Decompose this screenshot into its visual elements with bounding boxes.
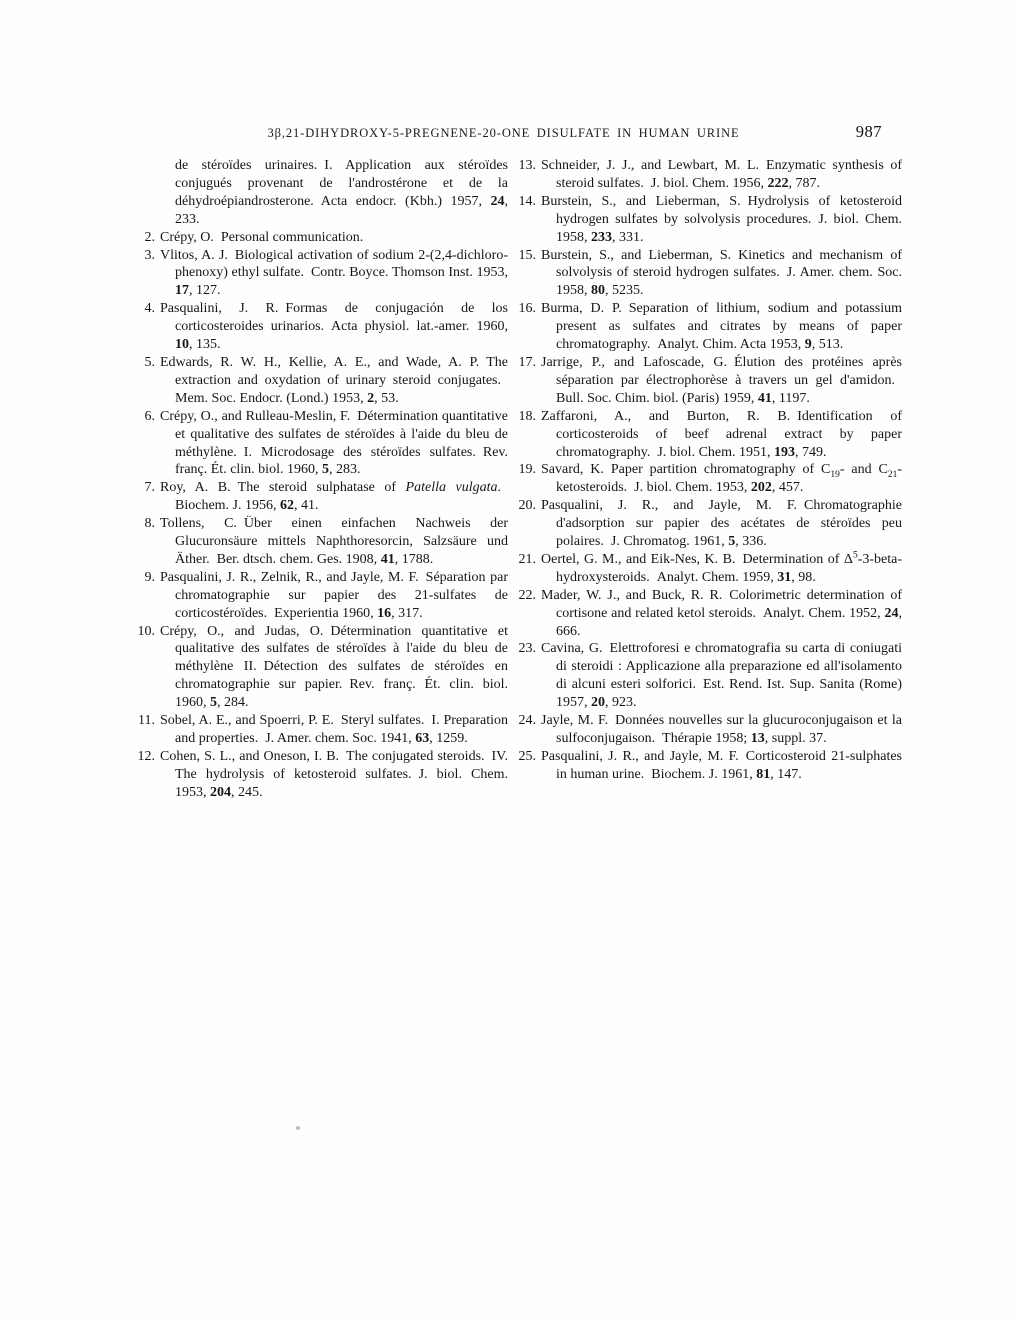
reference-item — [512, 551, 902, 587]
reference-text: , 457. — [771, 480, 804, 496]
reference-item — [512, 354, 902, 408]
reference-number: 2. — [144, 229, 155, 245]
reference-number: 11. — [138, 713, 155, 729]
reference-text: Roy, A. B. The steroid sulphatase of — [160, 480, 406, 496]
reference-text: 202 — [750, 480, 772, 496]
reference-number: 22. — [518, 587, 536, 603]
reference-text: , 1259. — [429, 731, 468, 746]
reference-text: Cohen, S. L., and Oneson, I. B. The conjugated steroids. IV. The hydrolysis of ketosteroid sulfates. J. biol. Chem. 1953, — [160, 748, 508, 800]
reference-text: , 233. — [175, 193, 508, 227]
reference-text: Oertel, G. M., and Eik-Nes, K. B. Determination of Δ — [541, 551, 853, 567]
reference-text: . Biochem. J. 1956, — [175, 480, 508, 514]
reference-number: 17. — [518, 354, 536, 370]
reference-text: , 41. — [294, 498, 319, 514]
page-number: 987 — [855, 122, 882, 141]
reference-text: Tollens, C. Über einen einfachen Nachweis der Glucuronsäure mittels Naphthoresorcin, Salzsäure und Äther. Ber. dtsch. chem. Ges. 1908, — [160, 516, 508, 567]
reference-text: Vlitos, A. J. Biological activation of sodium 2-(2,4-dichloro-phenoxy) ethyl sulfate. Contr. Boyce. Thomson Inst. 1953, — [160, 247, 508, 281]
reference-text: , suppl. 37. — [764, 731, 827, 746]
reference-number: 6. — [144, 408, 155, 424]
reference-item — [131, 748, 508, 802]
reference-text: Pasqualini, J. R., Zelnik, R., and Jayle, M. F. Séparation par chromatographie sur papier des 21-sulfates de corticostéroïdes. Experientia 1960, — [160, 569, 508, 621]
reference-item — [131, 479, 508, 515]
reference-item — [512, 461, 902, 497]
reference-text: , 749. — [795, 444, 827, 460]
reference-item — [512, 497, 902, 551]
reference-text: , 245. — [231, 784, 263, 800]
reference-number: 19. — [518, 462, 536, 478]
reference-text: , 135. — [189, 337, 221, 353]
reference-text: 9 — [804, 337, 812, 353]
reference-item — [131, 354, 508, 408]
reference-text: 5 — [210, 695, 217, 711]
reference-text: Cavina, G. Elettroforesi e chromatografia su carta di coniugati di steroidi : Applicazione alla preparazione ed all'isolamento di alcuni esteri solforici. Est. Rend. Ist. Sup. Sanita (Rome) 1957, — [541, 641, 902, 711]
reference-text: Jarrige, P., and Lafoscade, G. Élution des protéines après séparation par électrophorèse à travers un gel d'amidon. Bull. Soc. Chim. biol. (Paris) 1959, — [541, 354, 902, 406]
reference-item — [512, 408, 902, 462]
reference-text: 62 — [280, 498, 294, 514]
reference-text: 5 — [728, 534, 736, 550]
reference-number: 25. — [518, 748, 536, 764]
reference-number: 8. — [144, 516, 155, 532]
reference-number: 14. — [518, 193, 536, 209]
reference-number: 13. — [518, 158, 536, 173]
reference-item — [512, 157, 902, 193]
reference-text: , 284. — [217, 695, 249, 711]
reference-text: Schneider, J. J., and Lewbart, M. L. Enzymatic synthesis of steroid sulfates. J. biol. Chem. 1956, — [541, 158, 902, 191]
reference-text: 193 — [774, 444, 796, 460]
reference-text: 21 — [887, 470, 898, 481]
reference-number: 12. — [137, 748, 155, 764]
reference-text: Crépy, O., and Rulleau-Meslin, F. Détermination quantitative et qualitative des sulfates de stéroïdes à l'aide du bleu de méthylène. I. Microdosage des stéroïdes sulfates. Rev. franç. Ét. clin. biol. 1960, — [160, 408, 508, 478]
reference-item — [512, 193, 902, 247]
reference-text: 41 — [757, 390, 772, 406]
reference-text: Burstein, S., and Lieberman, S. Hydrolysis of ketosteroid hydrogen sulfates by solvolysis procedures. J. biol. Chem. 1958, — [541, 193, 902, 245]
reference-text: , 5235. — [605, 283, 644, 299]
reference-text: , 513. — [811, 337, 844, 353]
reference-text: 17 — [175, 283, 189, 299]
reference-number: 7. — [144, 480, 155, 496]
reference-text: Jayle, M. F. Données nouvelles sur la glucuroconjugaison et la sulfoconjugaison. Thérapie 1958; — [541, 713, 902, 746]
reference-text: Crépy, O. Personal communication. — [160, 229, 364, 245]
reference-text: , 98. — [791, 569, 816, 585]
reference-text: 5 — [852, 550, 858, 561]
reference-item — [131, 623, 508, 713]
reference-text: - and C — [839, 462, 888, 478]
reference-text: 81 — [756, 766, 771, 782]
reference-item — [131, 408, 508, 480]
reference-text: Patella vulgata — [405, 480, 498, 496]
reference-text: , 666. — [556, 605, 902, 639]
reference-text: 19 — [830, 470, 840, 481]
reference-text: , 331. — [612, 229, 644, 245]
reference-item — [512, 640, 902, 712]
reference-text: , 787. — [788, 175, 821, 191]
reference-text: 10 — [175, 337, 189, 353]
references-column-right — [512, 157, 902, 802]
reference-text: 80 — [591, 283, 605, 299]
reference-number: 10. — [137, 623, 155, 639]
reference-text: Pasqualini, J. R., and Jayle, M. F. Corticosteroid 21-sulphates in human urine. Biochem. J. 1961, — [541, 748, 902, 782]
reference-text: , 147. — [770, 766, 802, 782]
reference-number: 23. — [518, 641, 536, 657]
reference-text: Burma, D. P. Separation of lithium, sodium and potassium present as sulfates and citrates by means of paper chromatography. Analyt. Chim. Acta 1953, — [541, 301, 902, 353]
reference-text: , 53. — [374, 390, 399, 406]
page-header — [131, 122, 902, 150]
reference-text: Mader, W. J., and Buck, R. R. Colorimetric determination of cortisone and related ketol steroids. Analyt. Chem. 1952, — [541, 587, 902, 621]
reference-text: , 1197. — [771, 390, 810, 406]
reference-text: de stéroïdes urinaires. I. Application aux stéroïdes conjugués provenant de l'androstérone et de la déhydroépiandrosterone. Acta endocr. (Kbh.) 1957, — [175, 158, 508, 209]
reference-number: 18. — [518, 408, 536, 424]
reference-text: 63 — [415, 731, 430, 746]
reference-number: 9. — [144, 569, 155, 585]
reference-text: 2 — [367, 390, 375, 406]
reference-item — [131, 229, 508, 247]
reference-text: , 317. — [391, 605, 423, 621]
reference-number: 16. — [518, 301, 536, 317]
reference-text: Sobel, A. E., and Spoerri, P. E. Steryl sulfates. I. Preparation and properties. J. Amer. chem. Soc. 1941, — [160, 713, 508, 746]
reference-text: -3-beta-hydroxysteroids. Analyt. Chem. 1959, — [556, 551, 902, 585]
reference-text: Crépy, O., and Judas, O. Détermination quantitative et qualitative des sulfates de stéroïdes à l'aide du bleu de méthylène II. Détection des sulfates de stéroïdes en chromatographie sur papier. Rev. franç. Ét. clin. biol. 1960, — [160, 623, 508, 711]
reference-text: 24 — [490, 193, 505, 209]
references-column-left — [131, 157, 508, 802]
reference-item — [131, 247, 508, 301]
scan-artifact-speck — [296, 1126, 300, 1130]
reference-text: 5 — [321, 462, 329, 478]
reference-text: 222 — [767, 175, 789, 191]
reference-text: , 127. — [189, 283, 221, 299]
reference-item — [512, 748, 902, 784]
reference-item — [131, 515, 508, 569]
reference-text: 41 — [380, 551, 395, 567]
reference-number: 4. — [144, 301, 155, 317]
reference-number: 21. — [518, 551, 536, 567]
reference-text: 233 — [591, 229, 612, 245]
reference-item — [512, 247, 902, 301]
reference-item — [131, 157, 508, 229]
running-head-title: 3β,21-DIHYDROXY-5-PREGNENE-20-ONE DISULFATE IN HUMAN URINE — [267, 126, 740, 140]
reference-text: 24 — [884, 605, 899, 621]
reference-number: 24. — [518, 713, 536, 729]
reference-text: 20 — [591, 695, 605, 711]
reference-text: , 283. — [328, 462, 361, 478]
reference-text: , 923. — [605, 695, 637, 711]
reference-text: 204 — [210, 784, 231, 800]
reference-item — [131, 300, 508, 354]
reference-text: -ketosteroids. J. biol. Chem. 1953, — [556, 462, 902, 496]
reference-text: , 336. — [735, 534, 767, 550]
reference-text: Zaffaroni, A., and Burton, R. B. Identification of corticosteroids of beef adrenal extract by paper chromatography. J. biol. Chem. 1951, — [541, 408, 902, 460]
reference-number: 5. — [144, 354, 155, 370]
reference-text: 16 — [377, 605, 392, 621]
reference-item — [512, 712, 902, 748]
reference-item — [512, 587, 902, 641]
reference-text: Pasqualini, J. R. Formas de conjugación de los corticosteroides urinarios. Acta physiol. lat.-amer. 1960, — [160, 301, 508, 335]
reference-text: Savard, K. Paper partition chromatography of C — [541, 462, 831, 478]
reference-text: Edwards, R. W. H., Kellie, A. E., and Wade, A. P. The extraction and oxydation of urinary steroid conjugates. Mem. Soc. Endocr. (Lond.) 1953, — [160, 354, 508, 406]
references-section — [131, 157, 902, 802]
reference-number: 15. — [518, 247, 536, 263]
reference-text: Pasqualini, J. R., and Jayle, M. F. Chromatographie d'adsorption sur papier des acétates de stéroïdes peu polaires. J. Chromatog. 1961, — [541, 498, 902, 550]
reference-item — [512, 300, 902, 354]
reference-item — [131, 712, 508, 748]
reference-text: Burstein, S., and Lieberman, S. Kinetics and mechanism of solvolysis of steroid hydrogen sulfates. J. Amer. chem. Soc. 1958, — [541, 247, 902, 299]
reference-item — [131, 569, 508, 623]
reference-number: 20. — [518, 498, 536, 514]
reference-text: 31 — [777, 569, 792, 585]
reference-text: , 1788. — [394, 551, 434, 567]
reference-number: 3. — [144, 247, 155, 263]
reference-text: 13 — [750, 731, 765, 746]
